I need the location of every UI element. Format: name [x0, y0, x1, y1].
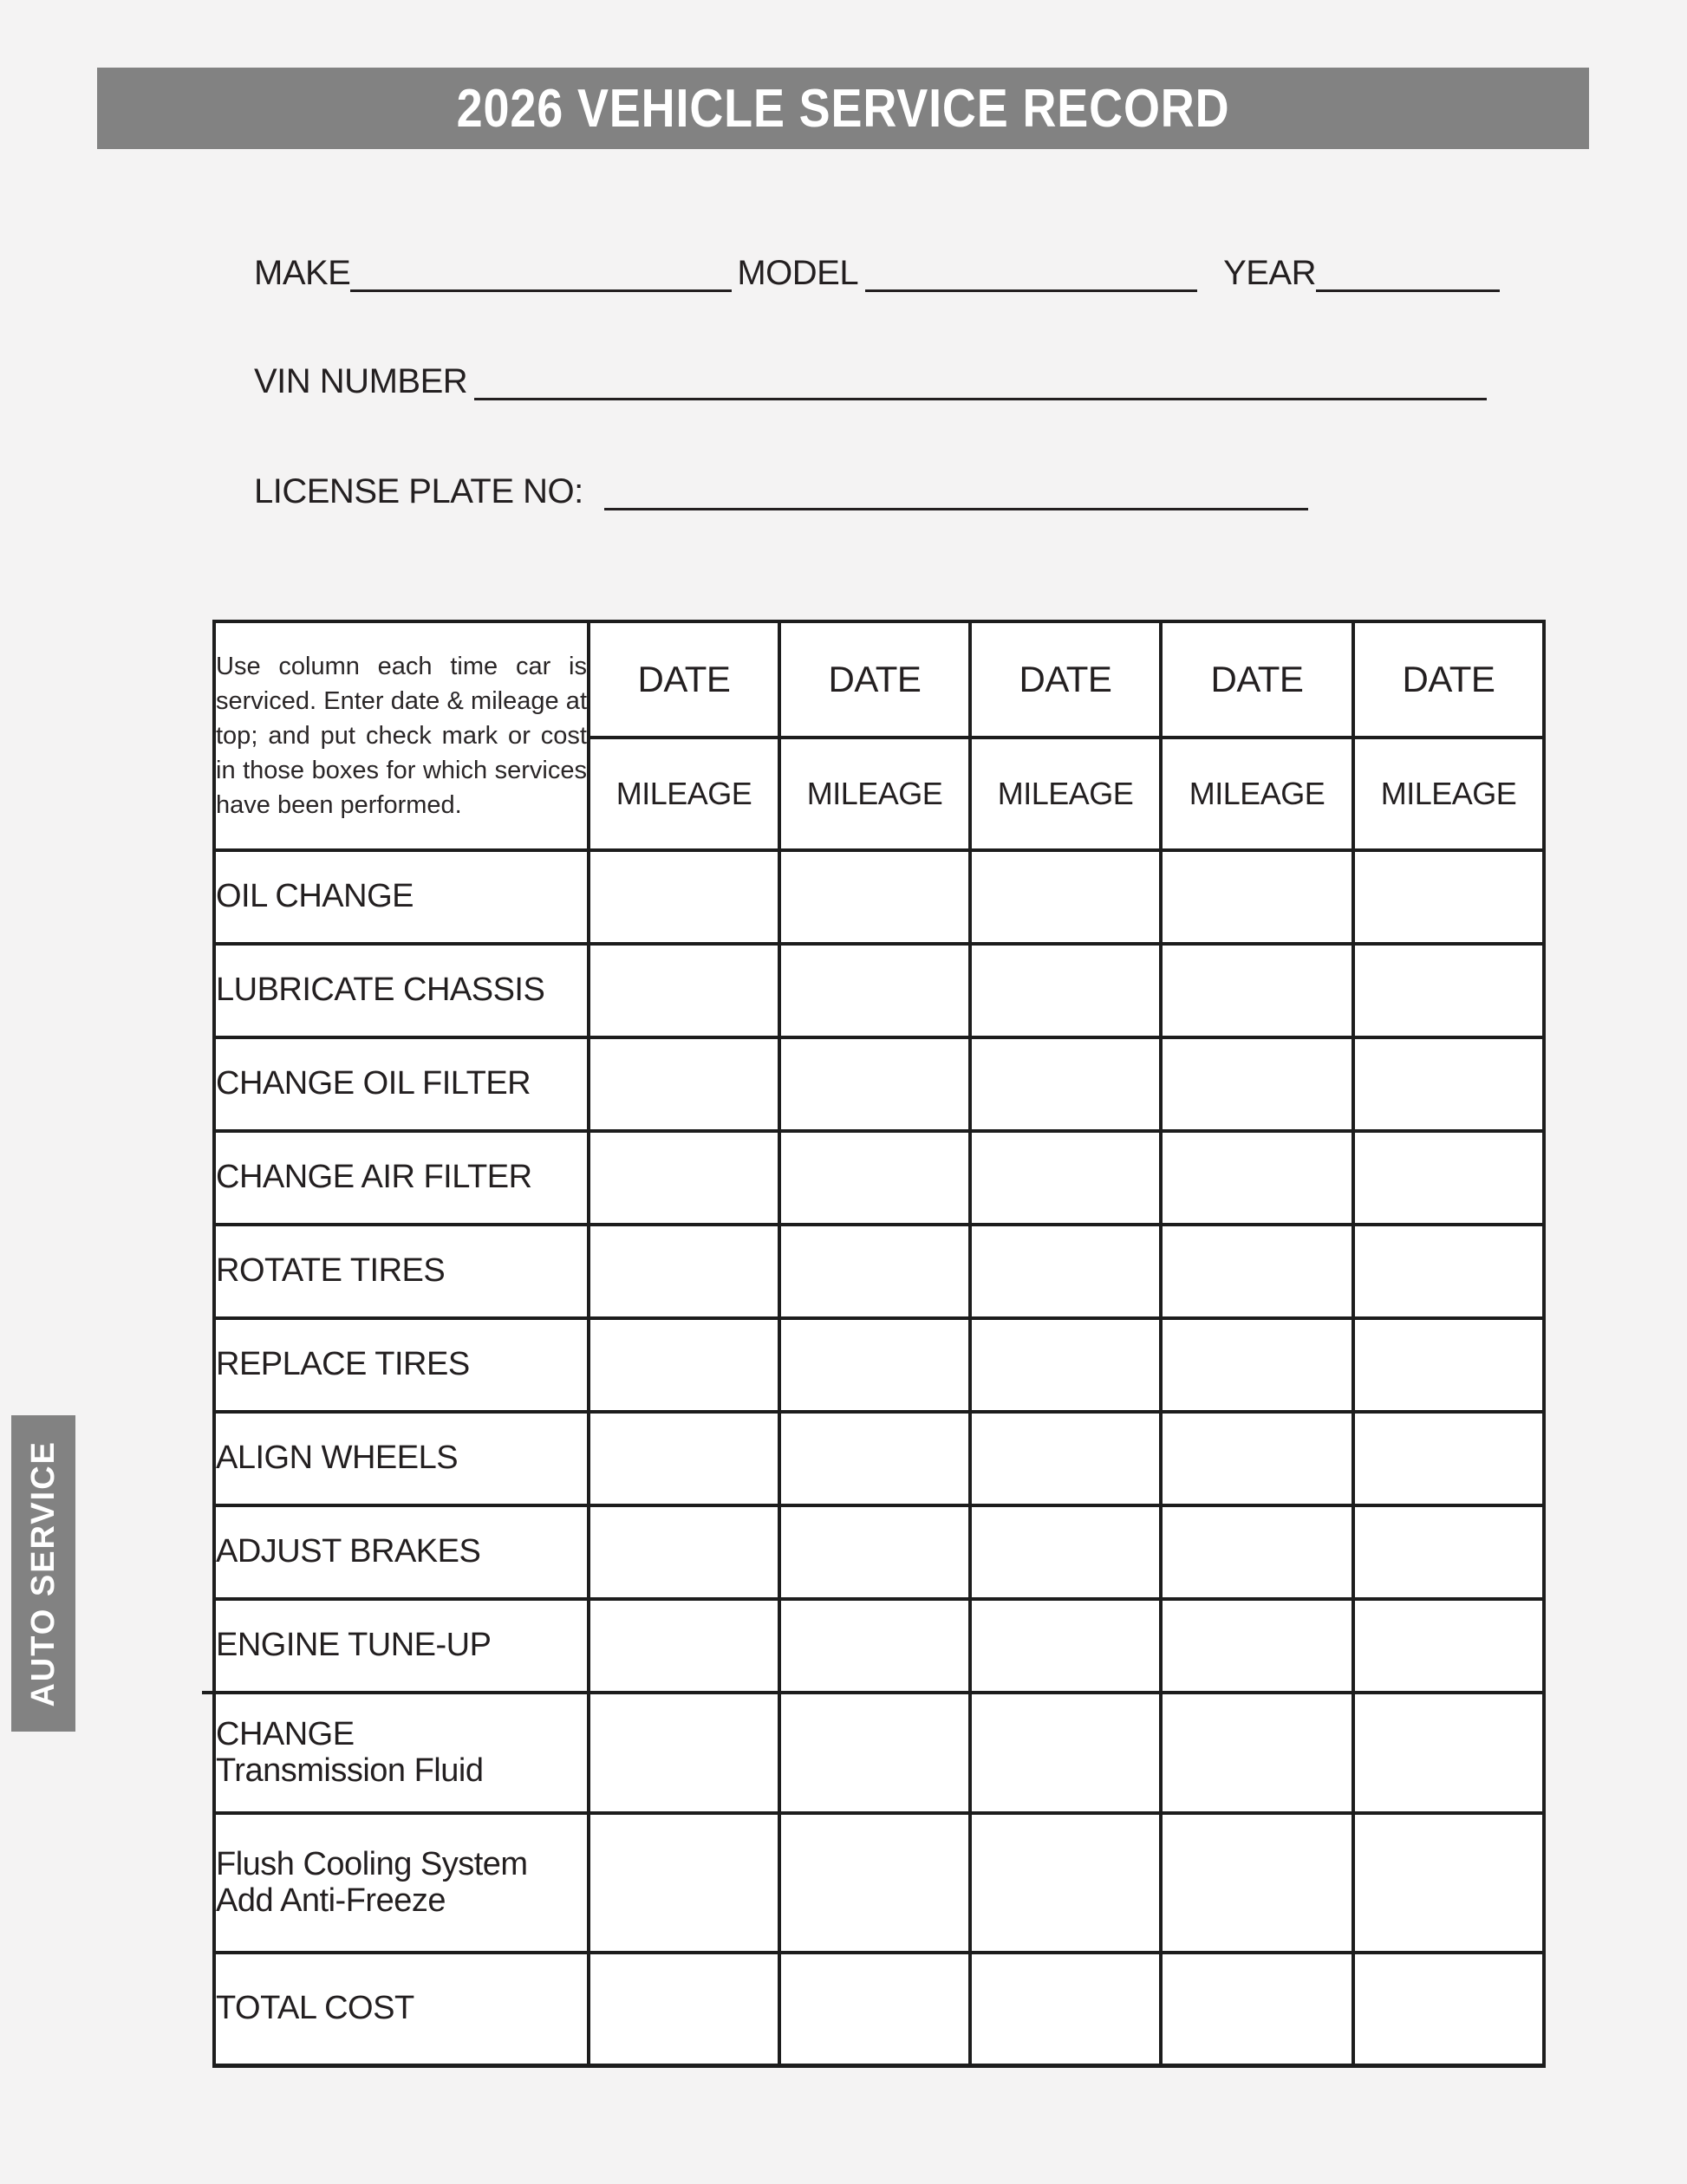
service-cell[interactable]: [779, 1318, 970, 1412]
service-cell[interactable]: [779, 1693, 970, 1813]
service-cell[interactable]: [1161, 1953, 1353, 2065]
table-row-flush-cooling-system: [214, 1813, 1544, 1953]
service-cell[interactable]: [1353, 1813, 1544, 1953]
license-plate-row: [254, 469, 1308, 510]
page-title: 2026 VEHICLE SERVICE RECORD: [456, 78, 1230, 139]
service-cell[interactable]: [779, 1505, 970, 1599]
service-cell[interactable]: [970, 1318, 1161, 1412]
service-cell[interactable]: [1161, 1412, 1353, 1505]
row-label-cell: CHANGE Transmission Fluid: [214, 1693, 589, 1813]
service-cell[interactable]: [1161, 850, 1353, 944]
date-header-2: DATE: [779, 621, 970, 738]
service-cell[interactable]: [1161, 1505, 1353, 1599]
instructions-text: Use column each time car is serviced. Enter date & mileage at top; and put check mark or cost in those boxes for which services have been performed.: [216, 652, 587, 820]
table-row-engine-tune-up: [214, 1599, 1544, 1693]
row-label-cell: CHANGE AIR FILTER: [214, 1131, 589, 1225]
auto-service-tab: [11, 1415, 75, 1732]
date-header-4: DATE: [1161, 621, 1353, 738]
vin-label: VIN NUMBER: [254, 362, 468, 400]
service-cell[interactable]: [1161, 1131, 1353, 1225]
service-cell[interactable]: [589, 1318, 779, 1412]
service-cell[interactable]: [970, 1693, 1161, 1813]
date-header-row: [214, 621, 1544, 738]
row-label-cell: LUBRICATE CHASSIS: [214, 944, 589, 1037]
table-row-lubricate-chassis: [214, 944, 1544, 1037]
service-cell[interactable]: [1161, 944, 1353, 1037]
table-row-change-transmission-fluid: [214, 1693, 1544, 1813]
service-cell[interactable]: [779, 1813, 970, 1953]
service-cell[interactable]: [779, 1225, 970, 1318]
service-cell[interactable]: [970, 1225, 1161, 1318]
service-cell[interactable]: [779, 1412, 970, 1505]
service-cell[interactable]: [779, 1131, 970, 1225]
date-header-5: DATE: [1353, 621, 1544, 738]
service-cell[interactable]: [589, 1225, 779, 1318]
row-label-cell: ALIGN WHEELS: [214, 1412, 589, 1505]
service-cell[interactable]: [970, 1412, 1161, 1505]
service-cell[interactable]: [970, 1599, 1161, 1693]
row-label-cell: Flush Cooling System Add Anti-Freeze: [214, 1813, 589, 1953]
mileage-header-5: MILEAGE: [1353, 738, 1544, 850]
date-header-1: DATE: [589, 621, 779, 738]
model-label: MODEL: [737, 254, 859, 292]
service-cell[interactable]: [970, 944, 1161, 1037]
vin-row: [254, 361, 1487, 400]
service-cell[interactable]: [1353, 1505, 1544, 1599]
service-cell[interactable]: [1161, 1225, 1353, 1318]
table-row-rotate-tires: [214, 1225, 1544, 1318]
service-cell[interactable]: [970, 1953, 1161, 2065]
table-row-replace-tires: [214, 1318, 1544, 1412]
make-input-line[interactable]: [350, 289, 732, 292]
service-cell[interactable]: [1353, 1412, 1544, 1505]
service-cell[interactable]: [589, 1505, 779, 1599]
service-cell[interactable]: [1353, 1131, 1544, 1225]
service-cell[interactable]: [589, 1599, 779, 1693]
service-cell[interactable]: [1161, 1037, 1353, 1131]
vin-input-line[interactable]: [474, 398, 1487, 400]
service-cell[interactable]: [589, 1693, 779, 1813]
auto-service-tab-label: AUTO SERVICE: [24, 1440, 62, 1707]
mileage-header-2: MILEAGE: [779, 738, 970, 850]
service-cell[interactable]: [970, 850, 1161, 944]
service-cell[interactable]: [1161, 1813, 1353, 1953]
row-label-cell: TOTAL COST: [214, 1953, 589, 2065]
service-cell[interactable]: [779, 1037, 970, 1131]
table-row-adjust-brakes: [214, 1505, 1544, 1599]
service-cell[interactable]: [1353, 1953, 1544, 2065]
service-cell[interactable]: [589, 1412, 779, 1505]
service-cell[interactable]: [1353, 944, 1544, 1037]
service-cell[interactable]: [779, 944, 970, 1037]
date-header-3: DATE: [970, 621, 1161, 738]
service-cell[interactable]: [970, 1131, 1161, 1225]
mileage-header-1: MILEAGE: [589, 738, 779, 850]
service-cell[interactable]: [1353, 1318, 1544, 1412]
service-cell[interactable]: [779, 850, 970, 944]
row-label-cell: ENGINE TUNE-UP: [214, 1599, 589, 1693]
make-label: MAKE: [254, 254, 351, 292]
service-cell[interactable]: [1161, 1693, 1353, 1813]
row-label-cell: ADJUST BRAKES: [214, 1505, 589, 1599]
mileage-header-4: MILEAGE: [1161, 738, 1353, 850]
service-cell[interactable]: [1353, 1693, 1544, 1813]
service-cell[interactable]: [1353, 1599, 1544, 1693]
service-cell[interactable]: [970, 1813, 1161, 1953]
title-bar: [97, 68, 1589, 149]
instructions-cell: [214, 621, 589, 850]
service-cell[interactable]: [589, 1813, 779, 1953]
mileage-header-3: MILEAGE: [970, 738, 1161, 850]
service-cell[interactable]: [589, 1131, 779, 1225]
table-row-change-air-filter: [214, 1131, 1544, 1225]
service-cell[interactable]: [1161, 1318, 1353, 1412]
table-row-align-wheels: [214, 1412, 1544, 1505]
service-record-table: [212, 620, 1546, 2068]
year-input-line[interactable]: [1316, 289, 1500, 292]
table-row-change-oil-filter: [214, 1037, 1544, 1131]
service-cell[interactable]: [779, 1953, 970, 2065]
row-label-cell: OIL CHANGE: [214, 850, 589, 944]
service-cell[interactable]: [1353, 1037, 1544, 1131]
year-label: YEAR: [1223, 254, 1316, 292]
service-cell[interactable]: [779, 1599, 970, 1693]
table-row-oil-change: [214, 850, 1544, 944]
service-cell[interactable]: [589, 850, 779, 944]
license-plate-input-line[interactable]: [604, 508, 1308, 510]
make-model-year-row: [254, 254, 1500, 292]
service-cell[interactable]: [1353, 850, 1544, 944]
service-cell[interactable]: [970, 1037, 1161, 1131]
row-label-cell: CHANGE OIL FILTER: [214, 1037, 589, 1131]
service-cell[interactable]: [589, 1037, 779, 1131]
row-label-cell: REPLACE TIRES: [214, 1318, 589, 1412]
service-cell[interactable]: [970, 1505, 1161, 1599]
table-row-total-cost: [214, 1953, 1544, 2065]
model-input-line[interactable]: [865, 289, 1197, 292]
service-cell[interactable]: [589, 1953, 779, 2065]
service-cell[interactable]: [1161, 1599, 1353, 1693]
row-boundary-tick-mark: [202, 1691, 214, 1694]
service-cell[interactable]: [1353, 1225, 1544, 1318]
service-cell[interactable]: [589, 944, 779, 1037]
license-plate-label: LICENSE PLATE NO:: [254, 472, 583, 510]
row-label-cell: ROTATE TIRES: [214, 1225, 589, 1318]
